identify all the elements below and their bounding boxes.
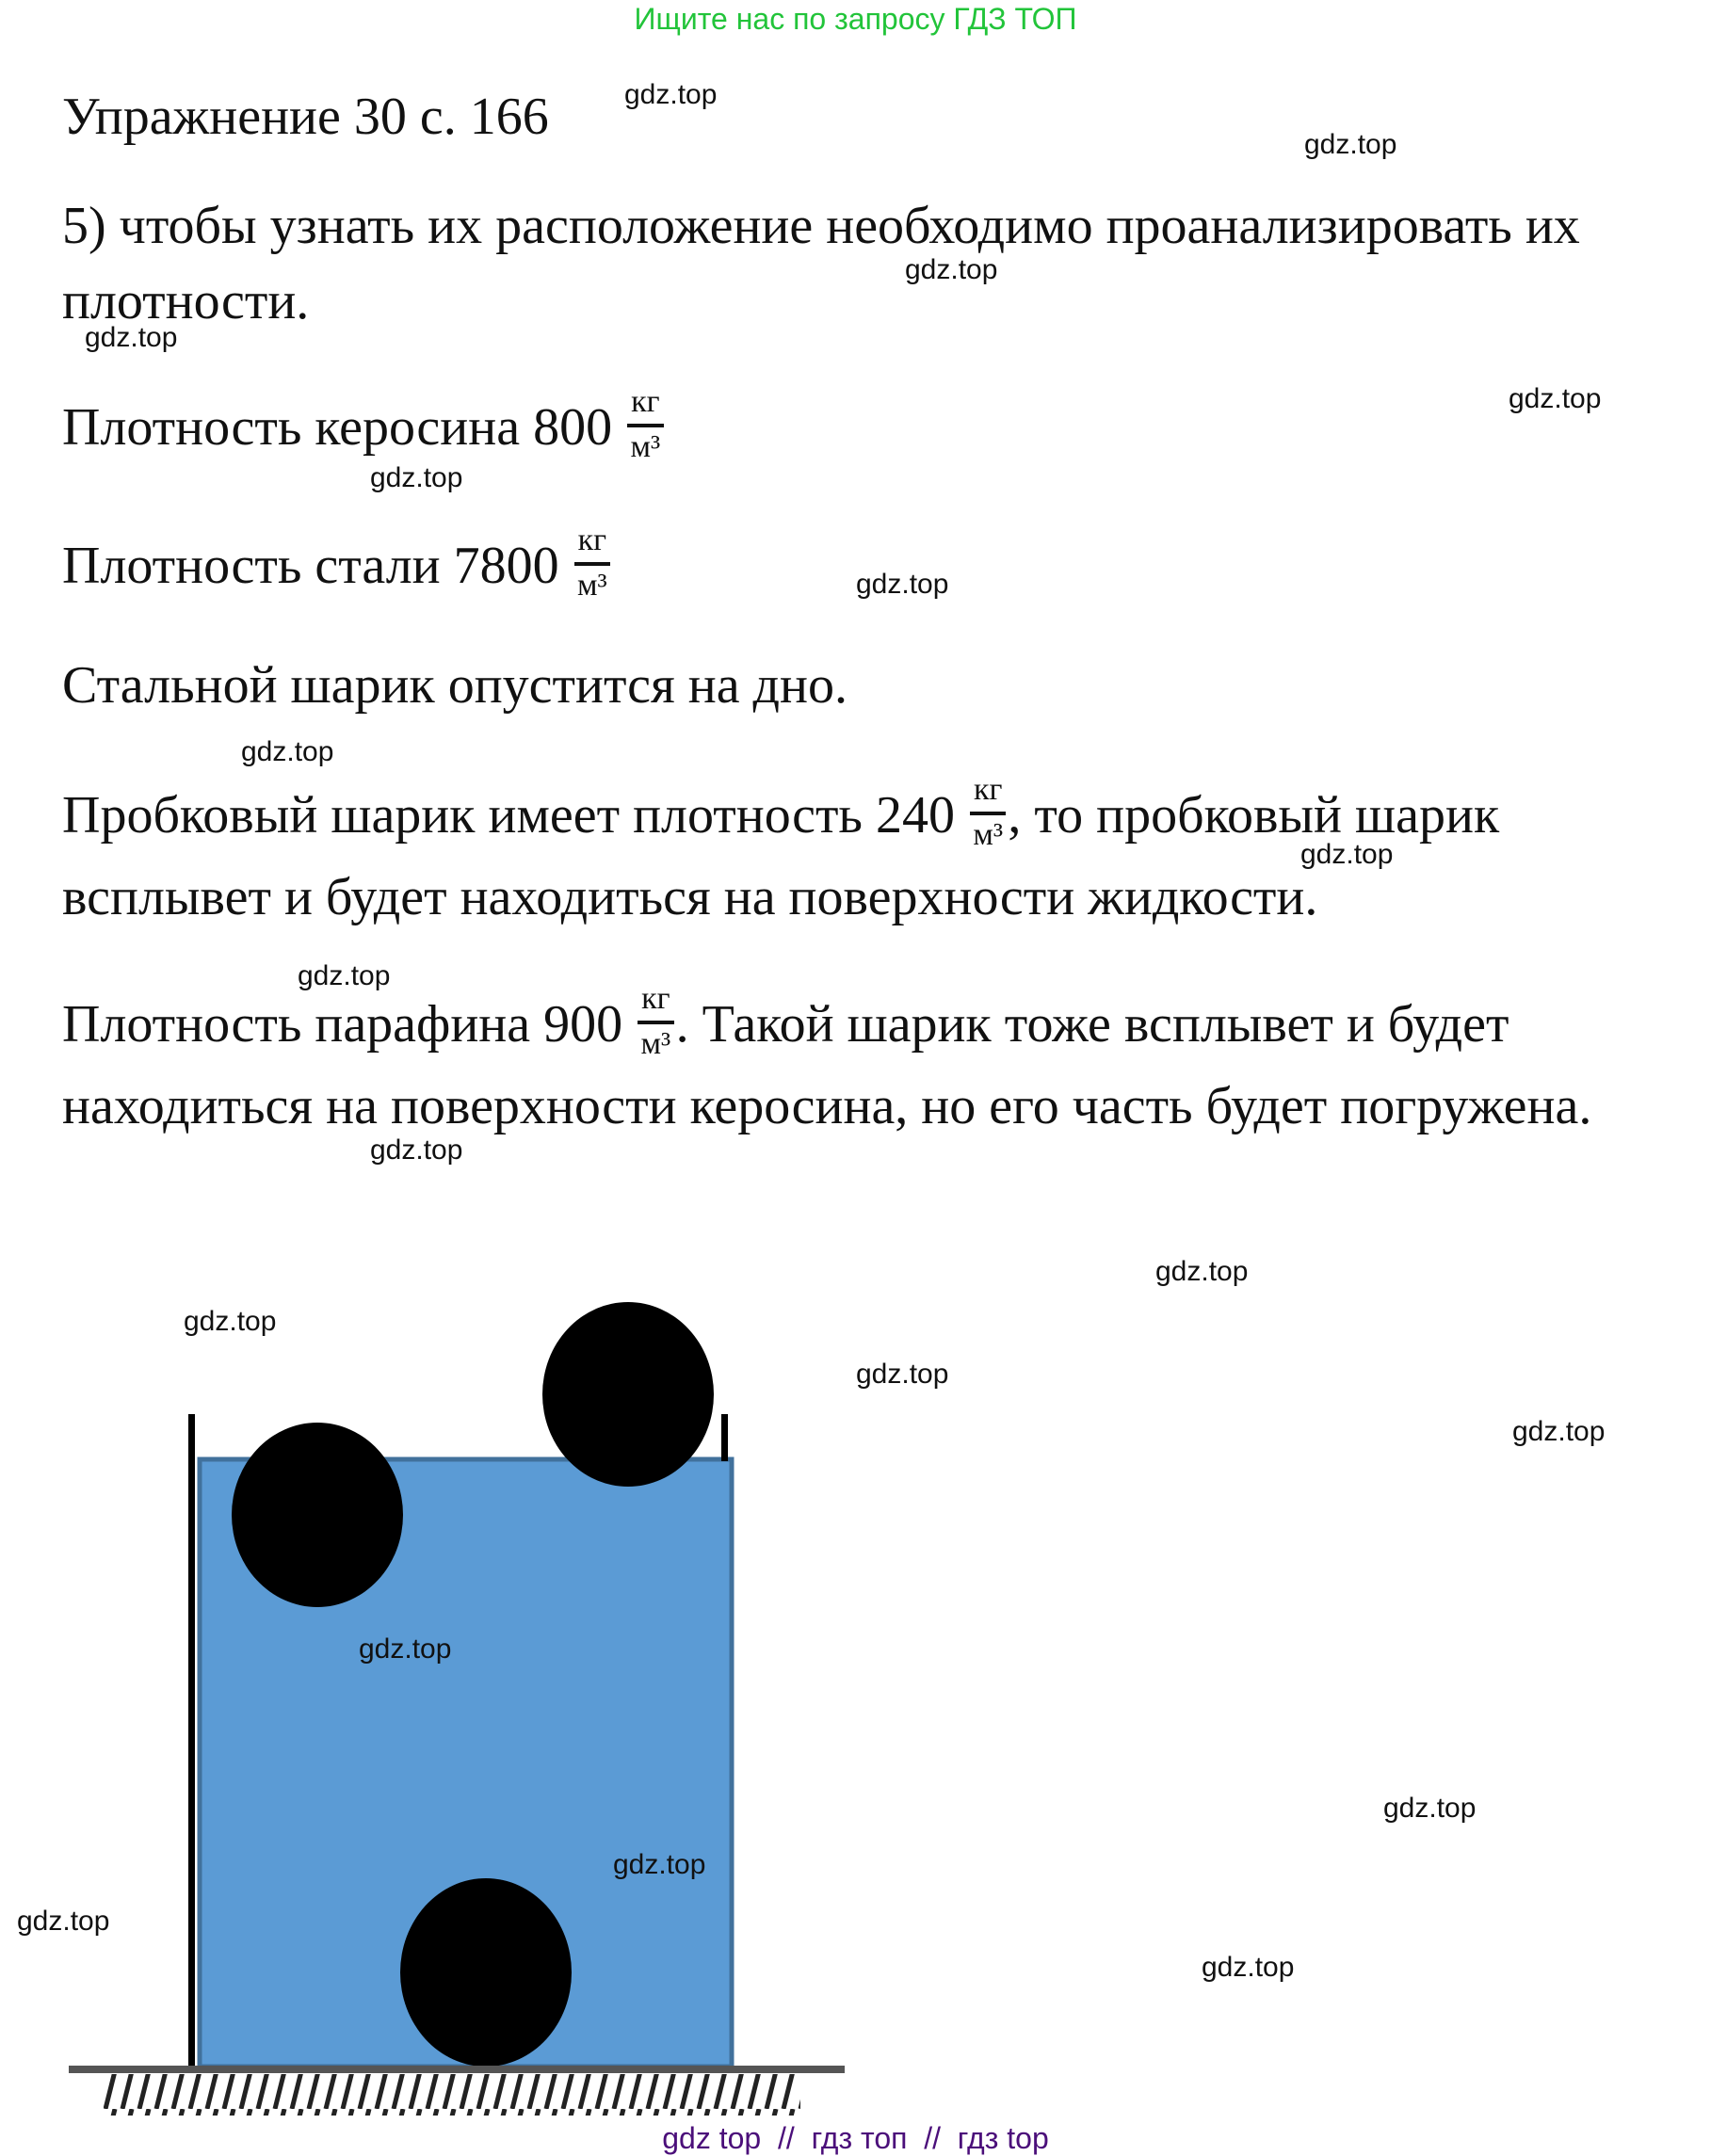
watermark: gdz.top: [1300, 839, 1394, 870]
watermark: gdz.top: [370, 1134, 463, 1166]
watermark: gdz.top: [184, 1306, 277, 1337]
unit-numerator: кг: [638, 983, 673, 1024]
watermark: gdz.top: [1383, 1793, 1477, 1824]
steel-sinks-text: Стальной шарик опустится на дно.: [62, 656, 848, 715]
cork-density-suffix: , то пробковый шарик: [1008, 785, 1500, 845]
watermark: gdz.top: [359, 1633, 452, 1665]
paraffin-density-suffix: . Такой шарик тоже всплывет и будет: [675, 994, 1509, 1054]
paraffin-density-text: Плотность парафина 900: [62, 994, 623, 1054]
search-banner: Ищите нас по запросу ГДЗ ТОП: [634, 2, 1077, 36]
ground-line: [69, 2066, 845, 2073]
watermark: gdz.top: [17, 1906, 110, 1937]
cork-density-text: Пробковый шарик имеет плотность 240: [62, 785, 955, 845]
watermark: gdz.top: [624, 79, 718, 110]
kerosene-density-text: Плотность керосина 800: [62, 397, 613, 457]
paraffin-floats-text: находиться на поверхности керосина, но его часть будет погружена.: [62, 1077, 1592, 1135]
watermark: gdz.top: [856, 569, 949, 600]
watermark: gdz.top: [241, 736, 334, 767]
paragraph-intro-line1: 5) чтобы узнать их расположение необходимо проанализировать их: [62, 197, 1580, 255]
watermark: gdz.top: [85, 322, 178, 353]
steel-ball: [400, 1878, 572, 2067]
unit-denominator: м³: [640, 1026, 671, 1061]
watermark: gdz.top: [370, 462, 463, 493]
watermark: gdz.top: [1304, 129, 1397, 160]
unit-numerator: кг: [627, 386, 663, 427]
beaker-left-wall: [188, 1414, 195, 2071]
paraffin-ball: [232, 1423, 403, 1607]
unit-denominator: м³: [973, 817, 1004, 852]
beaker-right-wall: [721, 1414, 728, 1461]
unit-denominator: м³: [577, 568, 607, 603]
unit-numerator: кг: [574, 524, 610, 566]
watermark: gdz.top: [1509, 383, 1602, 414]
watermark: gdz.top: [1512, 1416, 1606, 1447]
watermark: gdz.top: [1155, 1256, 1249, 1287]
footer-watermark: gdz top // гдз топ // гдз top: [662, 2121, 1049, 2155]
watermark: gdz.top: [1202, 1952, 1295, 1983]
paragraph-intro-line2: плотности.: [62, 272, 310, 330]
ground-hatching: [104, 2074, 800, 2116]
cork-floats-text: всплывет и будет находиться на поверхности жидкости.: [62, 868, 1318, 926]
watermark: gdz.top: [613, 1849, 706, 1880]
cork-ball: [542, 1302, 714, 1487]
watermark: gdz.top: [856, 1359, 949, 1390]
watermark: gdz.top: [905, 254, 998, 285]
exercise-title: Упражнение 30 с. 166: [62, 88, 549, 146]
watermark: gdz.top: [298, 960, 391, 991]
steel-density-text: Плотность стали 7800: [62, 536, 559, 595]
unit-denominator: м³: [630, 429, 661, 464]
unit-numerator: кг: [970, 774, 1006, 815]
